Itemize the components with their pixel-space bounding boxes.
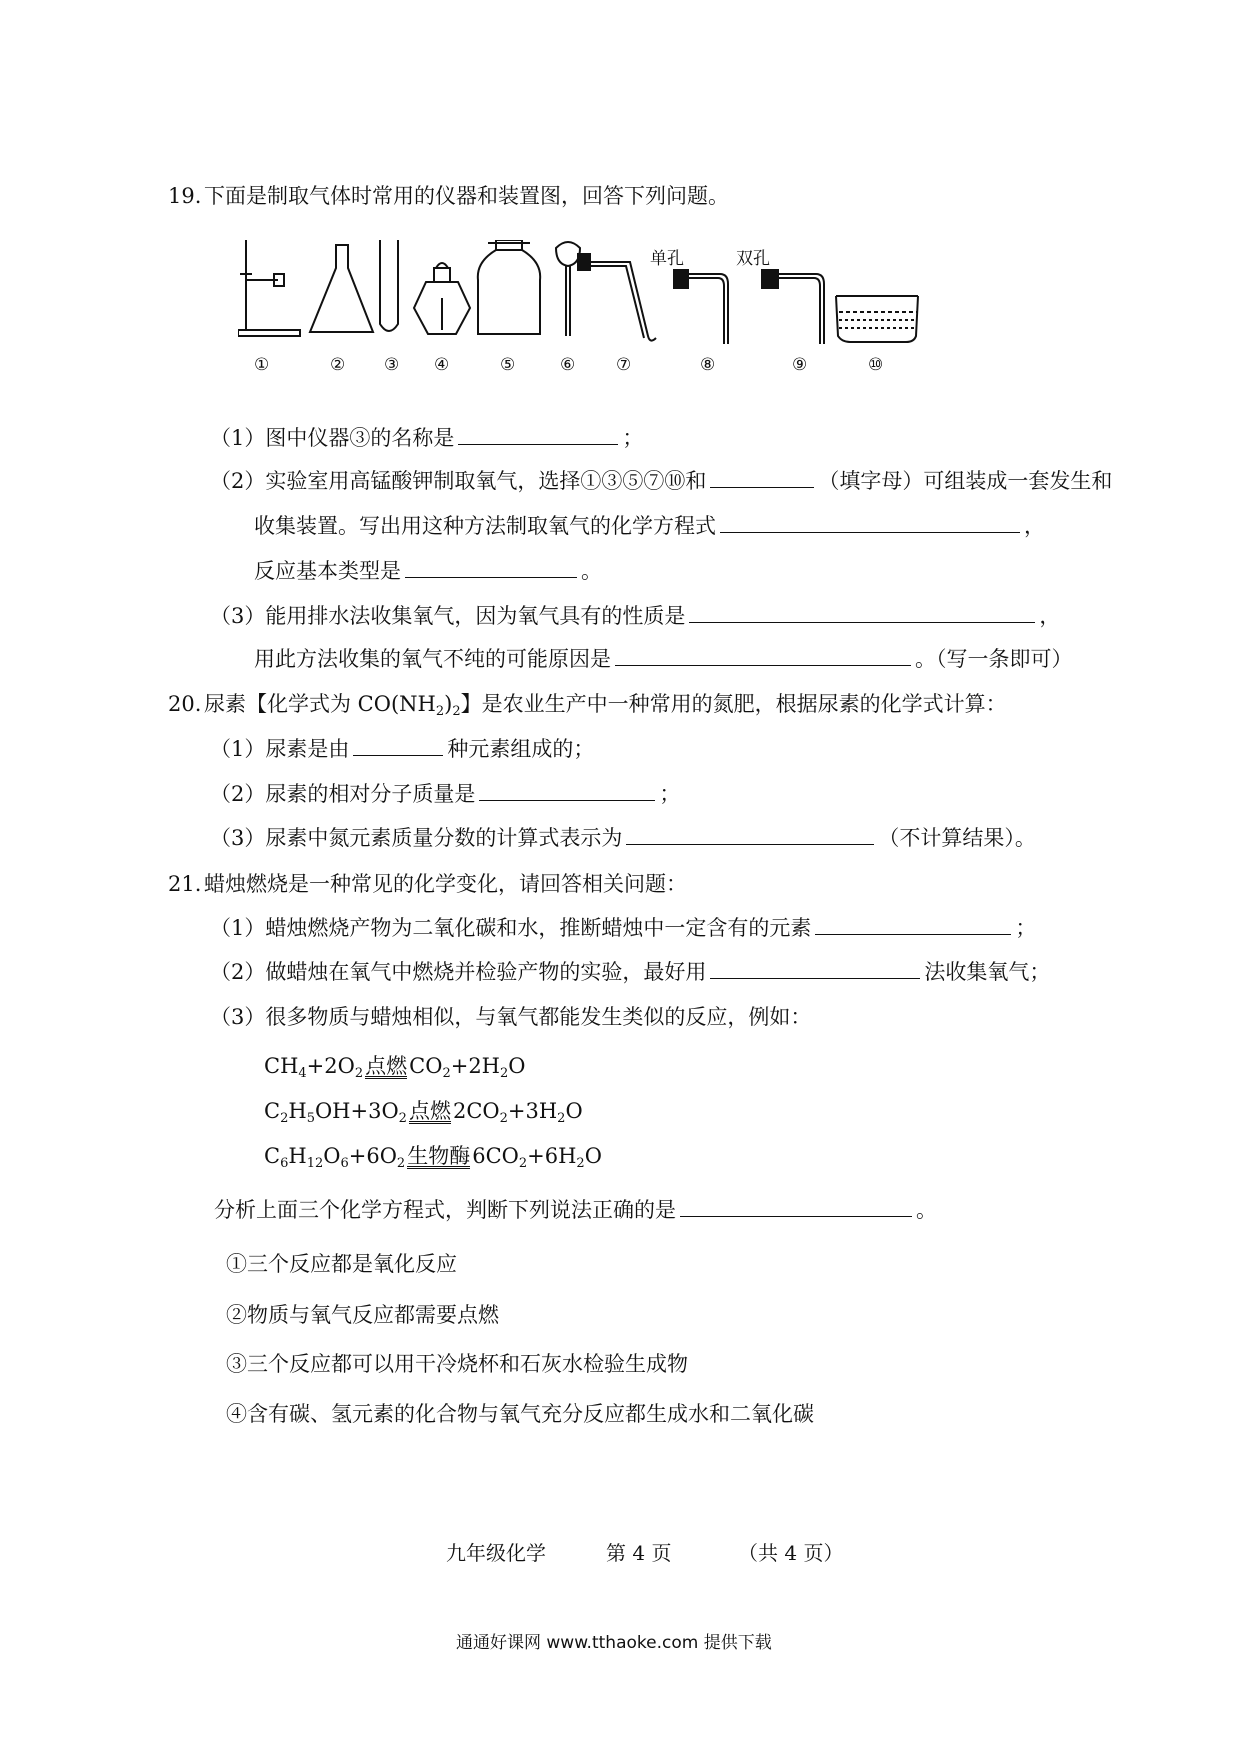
q21-part1: （1）蜡烛燃烧产物为二氧化碳和水，推断蜡烛中一定含有的元素 ； [210,916,1037,940]
equation-2: $C_2H_5OH+3O_2$点燃$2CO_2+3H_2O$ [264,1099,583,1126]
answer-blank[interactable] [720,512,1020,533]
answer-blank[interactable] [710,467,814,488]
q21-part3: （3）很多物质与蜡烛相似，与氧气都能发生类似的反应，例如： [210,1005,812,1029]
apparatus-svg [238,240,1018,410]
q20-part1: （1）尿素是由 种元素组成的； [210,737,595,761]
answer-blank[interactable] [615,645,911,666]
q21-option: ②物质与氧气反应都需要点燃 [226,1303,499,1327]
reaction-condition: 点燃 [408,1099,451,1123]
q21-option: ①三个反应都是氧化反应 [226,1252,457,1276]
answer-blank[interactable] [815,914,1011,935]
answer-blank[interactable] [680,1196,912,1217]
apparatus-label: ⑤ [500,355,516,375]
q21-option: ④含有碳、氢元素的化合物与氧气充分反应都生成水和二氧化碳 [226,1402,814,1426]
q21-part2: （2）做蜡烛在氧气中燃烧并检验产物的实验，最好用 法收集氧气； [210,960,1051,984]
answer-blank[interactable] [626,824,874,845]
q19-part3a: （3）能用排水法收集氧气，因为氧气具有的性质是 ， [210,604,1061,628]
answer-blank[interactable] [353,735,443,756]
answer-blank[interactable] [405,557,577,578]
question-number: 19. [168,184,202,208]
apparatus-label: ① [254,355,270,375]
equation-3: $C_6H_{12}O_6+6O_2$生物酶$6CO_2+6H_2O$ [264,1144,602,1171]
apparatus-label: ⑩ [868,355,884,375]
double-hole-label: 双孔 [736,249,770,269]
apparatus-label: ⑧ [700,355,716,375]
q21-option: ③三个反应都可以用干冷烧杯和石灰水检验生成物 [226,1352,688,1376]
water-trough-drawing [836,296,918,342]
apparatus-label: ⑨ [792,355,808,375]
funnel-drawing [556,242,580,336]
reaction-condition: 点燃 [365,1054,408,1078]
answer-blank[interactable] [458,424,618,445]
single-hole-label: 单孔 [650,249,684,269]
apparatus-label: ③ [384,355,400,375]
q19-part3b: 用此方法收集的氧气不纯的可能原因是 。（写一条即可） [254,647,1073,671]
footer-page: 第 4 页 [606,1541,672,1565]
gas-bottle-drawing [478,240,540,334]
single-hole-stopper-drawing [674,270,728,344]
double-hole-stopper-drawing [762,270,824,344]
answer-blank[interactable] [710,958,920,979]
apparatus-label: ④ [434,355,450,375]
q20-part2: （2）尿素的相对分子质量是 ； [210,782,681,806]
alcohol-lamp-drawing [414,263,470,334]
apparatus-label: ⑥ [560,355,576,375]
q20-stem: 20. 尿素【化学式为 $CO(NH_2)_2$】是农业生产中一种常用的氮肥，根据尿素的化学式计算： [168,692,1007,719]
iron-stand-drawing [238,240,300,336]
question-number: 21. [168,872,202,896]
q19-part2c: 反应基本类型是 。 [254,559,602,583]
q19-part1: （1）图中仪器③的名称是 ； [210,426,644,450]
apparatus-number-labels [254,355,883,375]
equation-1: $CH_4+2O_2$点燃$CO_2+2H_2O$ [264,1054,526,1081]
apparatus-figure [238,240,1018,410]
answer-blank[interactable] [689,602,1035,623]
source-note: 通通好课网 www.tthaoke.com 提供下载 [456,1633,772,1653]
footer-subject: 九年级化学 [446,1541,546,1565]
q20-part3: （3）尿素中氮元素质量分数的计算式表示为 （不计算结果）。 [210,826,1036,850]
apparatus-label: ② [330,355,346,375]
reaction-condition: 生物酶 [407,1144,471,1168]
apparatus-label: ⑦ [616,355,632,375]
delivery-tube-drawing [578,254,656,341]
footer-total: （共 4 页） [738,1541,844,1565]
q19-stem: 19. 下面是制取气体时常用的仪器和装置图，回答下列问题。 [168,184,729,208]
q19-part2b: 收集装置。写出用这种方法制取氧气的化学方程式 ， [254,514,1045,538]
answer-blank[interactable] [479,780,655,801]
conical-flask-drawing [310,245,373,332]
q19-part2a: （2）实验室用高锰酸钾制取氧气，选择①③⑤⑦⑩和 （填字母）可组装成一套发生和 [210,469,1113,493]
q21-analysis: 分析上面三个化学方程式，判断下列说法正确的是 。 [214,1198,937,1222]
question-number: 20. [168,692,202,716]
test-tube-drawing [380,240,398,331]
q21-stem: 21. 蜡烛燃烧是一种常见的化学变化，请回答相关问题： [168,872,687,896]
